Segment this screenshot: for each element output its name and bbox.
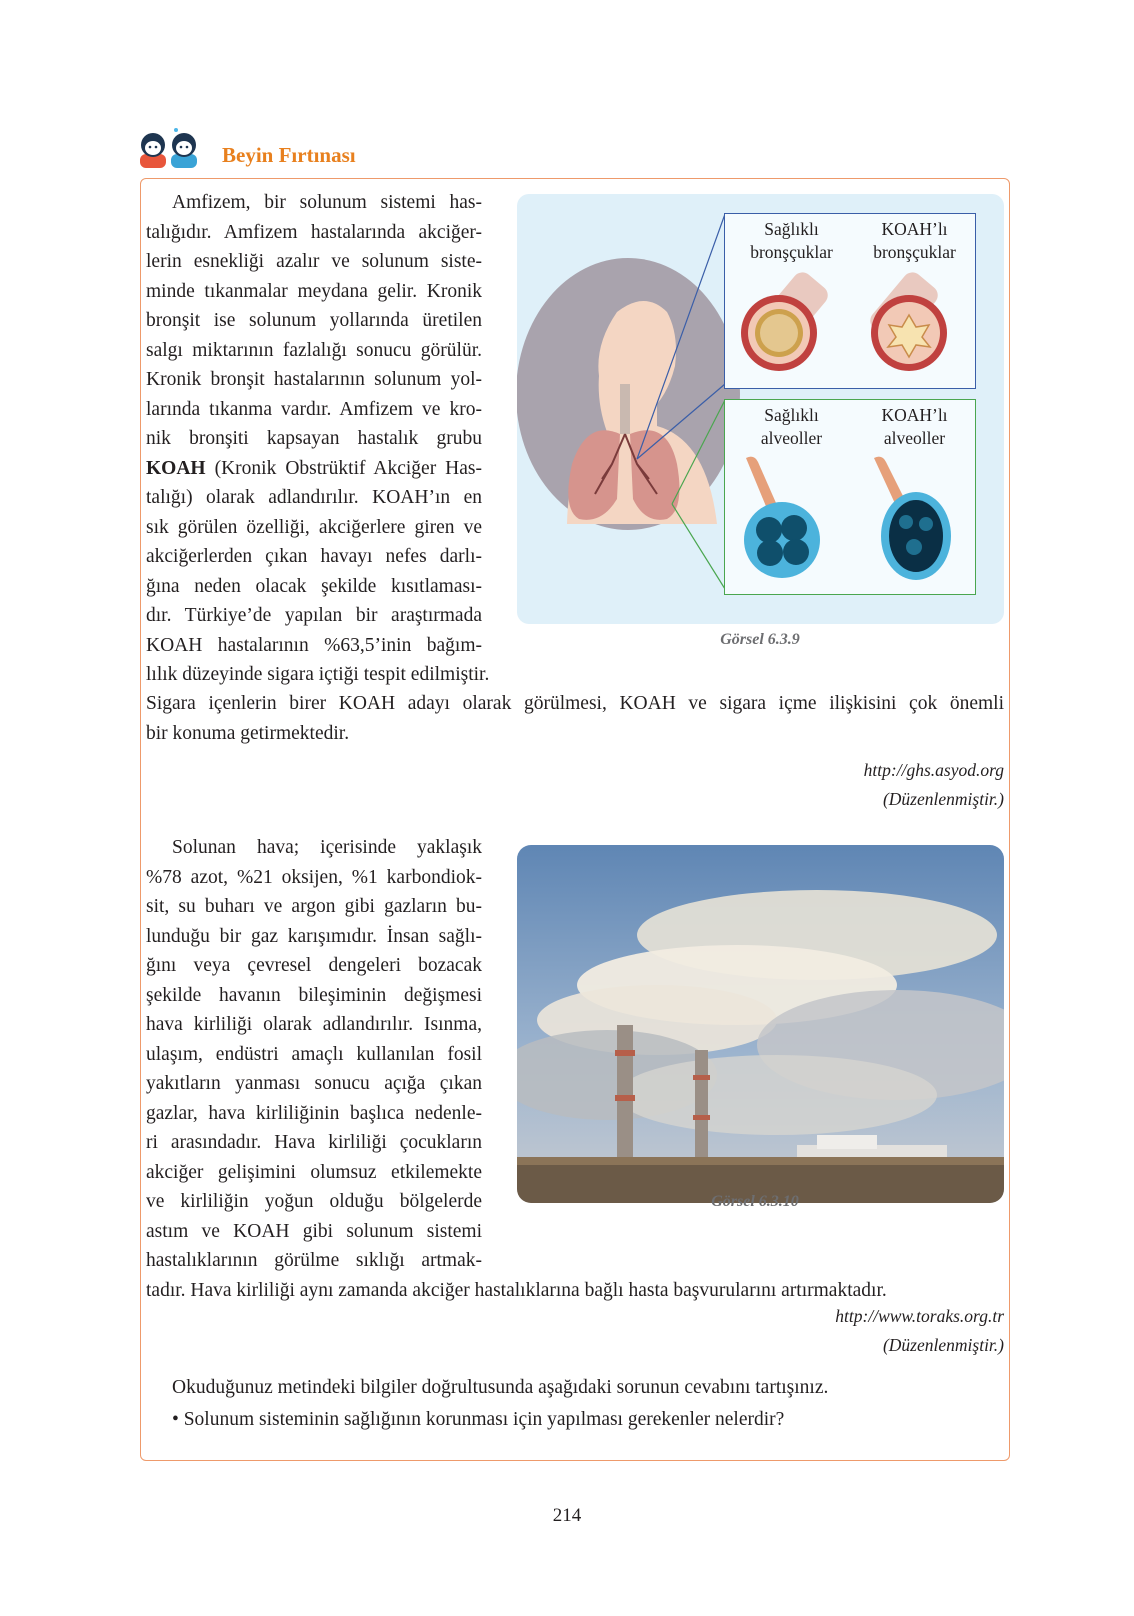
question-intro: Okuduğunuz metindeki bilgiler doğrultusunda aşağıdaki sorunun cevabını tartışınız. [172,1377,829,1398]
text-line: bronşit ise solunum yollarında üretilen [146,310,482,331]
text-line: ulaşım, endüstri amaçlı kullanılan fosil [146,1043,482,1065]
pollution-photo [517,845,1004,1203]
text-line: ğını veya çevresel dengeleri bozacak [146,955,482,976]
text-line: Sigara içenlerin birer KOAH adayı olarak görülmesi, KOAH ve sigara içme ilişkisini çok önemli [146,693,1004,714]
page-number: 214 [552,1505,582,1526]
bold-term: KOAH [146,457,206,479]
text-line: ri arasındadır. Hava kirliliği çocukların [146,1132,482,1153]
students-icon [137,126,205,168]
section1-text [146,188,490,690]
healthy-alveoli-label [734,404,849,450]
label-line: bronşçuklar [750,242,833,262]
copd-alveoli-label [857,404,972,450]
text-fragment: (Kronik Obstrüktif Akciğer Has- [214,457,483,479]
text-line: lunduğu bir gaz karışımıdır. İnsan sağlı- [146,925,482,947]
section1-full-text [146,689,1004,748]
text-line: sık görülen özelliği, akciğerlere giren ve [146,516,482,538]
copd-bronchi-label [857,218,972,264]
label-line: Sağlıklı [764,219,819,239]
text-line: astım ve KOAH gibi solunum sistemi [146,1220,482,1242]
text-line: larında tıkanma vardır. Amfizem ve kro- [146,398,482,420]
text-line: gazlar, hava kirliliğinin başlıca nedenle- [146,1102,482,1124]
label-line: bronşçuklar [873,242,956,262]
text-line: talığı) olarak adlandırılır. KOAH’ın en [146,487,482,508]
question-item [172,1405,1002,1435]
label-line: alveoller [883,428,946,448]
source-url: http://www.toraks.org.tr [835,1306,1004,1326]
text-line: yakıtların yanması sonucu açığa çıkan [146,1073,482,1094]
text-line: şekilde havanın bileşiminin değişmesi [146,984,482,1006]
text-line: ğına neden olacak şekilde kısıtlaması- [146,575,482,597]
text-line: KOAH hastalarının %63,5’inin bağım- [146,634,482,656]
text-line: ve kirliliğin yoğun olduğu bölgelerde [146,1191,482,1212]
section2-full-text [146,1276,1004,1306]
figure-caption: Görsel 6.3.10 [711,1193,799,1210]
healthy-bronchi-label [734,218,849,264]
figure-caption: Görsel 6.3.9 [720,631,800,648]
text-line: salgı miktarının fazlalığı sonucu görülür. [146,339,482,361]
text-line: %78 azot, %21 oksijen, %1 karbondiok- [146,866,482,888]
text-line: Solunan hava; içerisinde yaklaşık [172,837,482,858]
label-line: alveoller [760,428,823,448]
text-line: akciğerlerden çıkan havayı nefes darlı- [146,546,482,567]
text-line: minde tıkanmalar meydana gelir. Kronik [146,280,482,302]
bullet-icon: • [172,1409,179,1430]
label-line: Sağlıklı [764,405,819,425]
alveoli-drawings [724,452,974,590]
source-url: http://ghs.asyod.org [863,760,1004,780]
text-line: hastalıklarının görülme sıklığı artmak- [146,1250,482,1271]
text-line: tadır. Hava kirliliği aynı zamanda akciğer hastalıklarına bağlı hasta başvurularını artırmaktadır. [146,1280,887,1301]
text-line: sit, su buharı ve argon gibi gazların bu- [146,896,482,917]
section2-text [146,833,482,1276]
text-line: lılık düzeyinde sigara içtiği tespit edilmiştir. [146,664,490,685]
text-line: hava kirliliği olarak adlandırılır. Isınma, [146,1014,482,1035]
factory-image [517,845,1004,1203]
text-line [146,454,482,484]
bronchi-drawings [724,265,974,383]
text-line: Amfizem, bir solunum sistemi has- [172,192,482,213]
label-line: KOAH’lı [881,405,948,425]
text-line: bir konuma getirmektedir. [146,722,350,744]
source-note: (Düzenlenmiştir.) [882,1335,1004,1355]
text-line: nik bronşiti kapsayan hastalık grubu [146,428,482,449]
label-line: KOAH’lı [881,219,948,239]
text-line: talığıdır. Amfizem hastalarında akciğer- [146,221,482,243]
section-title: Beyin Fırtınası [222,143,356,167]
text-line: akciğer gelişimini olumsuz etkilemekte [146,1161,482,1183]
source-note: (Düzenlenmiştir.) [882,789,1004,809]
question-text: Solunum sisteminin sağlığının korunması için yapılması gerekenler nelerdir? [183,1409,785,1430]
text-line: lerin esnekliği azalır ve solunum siste- [146,251,482,272]
text-line: Kronik bronşit hastalarının solunum yol- [146,369,482,390]
text-line: dır. Türkiye’de yapılan bir araştırmada [146,605,482,626]
